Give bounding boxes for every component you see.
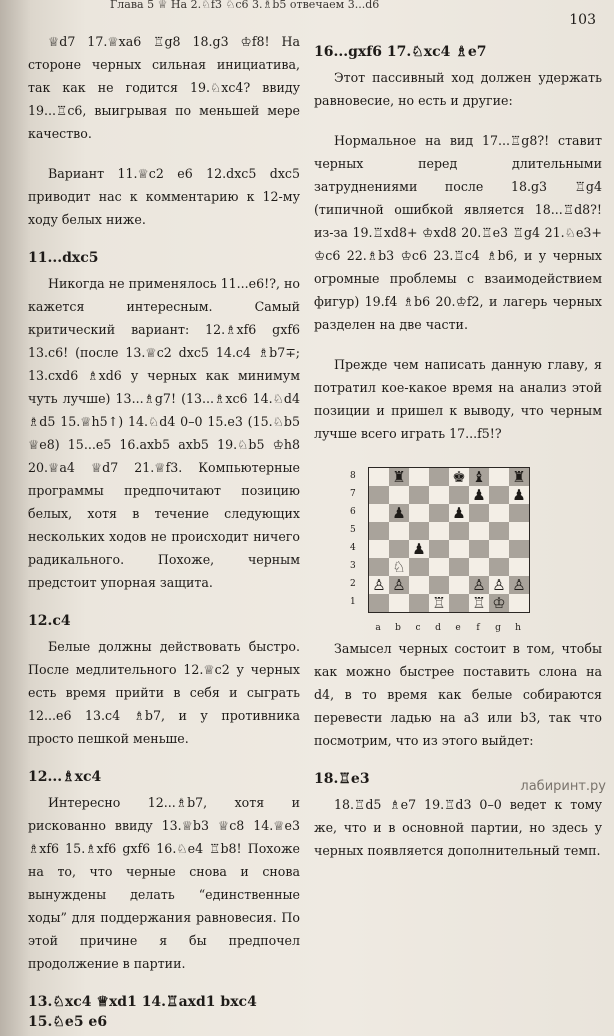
watermark-stamp: лабиринт.ру (520, 779, 606, 794)
paragraph-gap (28, 975, 300, 992)
rank-label: 2 (350, 579, 356, 589)
file-label: c (415, 623, 421, 633)
board-square (409, 468, 429, 486)
paragraph: Этот пассивный ход должен удержать равновесие, но есть и другие: (314, 70, 602, 108)
chess-piece-icon: ♟ (452, 503, 466, 522)
chess-board (368, 467, 530, 613)
board-square (369, 540, 389, 558)
running-head: Глава 5 ♕ На 2.♘f3 ♘c6 3.♗b5 отвечаем 3...d6 (110, 0, 380, 10)
board-square (469, 486, 489, 504)
board-square (369, 558, 389, 576)
board-square (509, 522, 529, 540)
board-square (449, 558, 469, 576)
board-square (509, 486, 529, 504)
chess-piece-icon: ♟ (412, 539, 426, 558)
move-heading: 12.c4 (28, 613, 71, 629)
board-square (409, 558, 429, 576)
file-labels (368, 617, 528, 640)
board-square (489, 558, 509, 576)
move-heading: 18.♖e3 (314, 771, 370, 787)
board-square (429, 576, 449, 594)
board-square (369, 576, 389, 594)
chess-piece-icon: ♙ (392, 575, 406, 594)
right-column (314, 42, 602, 862)
rank-label: 3 (350, 561, 356, 571)
board-square (449, 576, 469, 594)
board-square (389, 486, 409, 504)
paragraph: Вариант 11.♕c2 e6 12.dxc5 dxc5 приводит нас к комментарию к 12-му ходу белых ниже. (28, 166, 300, 227)
chess-diagram (350, 467, 550, 637)
board-square (469, 594, 489, 612)
paragraph: Интересно 12...♗b7, хотя и рискованно ввиду 13.♕b3 ♕c8 14.♕e3 ♗xf6 15.♗xf6 gxf6 16.♘e4 ♖b8! Похоже на то, что черные снова и снова вынуждены делать “единственные ходы” для поддержания равновесия. По этой причине я бы предпочел продолжение в партии. (28, 795, 300, 971)
paragraph: Нормальное на вид 17...♖g8?! ставит черных перед длительными затруднениями после 18.g3 ♖g4 (типичной ошибкой является 18...♖d8?! из-за 19.♖xd8+ ♔xd8 20.♖e3 ♖g4 21.♘e3+ ♔c6 22.♗b3 ♔c6 23.♖c4 ♗b6, и у черных огромные проблемы с взаимодействием фигур) 19.f4 ♗b6 20.♔f2, и лагерь черных разделен на две части. (314, 133, 602, 332)
left-column (28, 30, 300, 1036)
board-square (509, 558, 529, 576)
board-square (389, 558, 409, 576)
board-square (489, 540, 509, 558)
board-square (449, 504, 469, 522)
board-square (489, 486, 509, 504)
board-square (429, 504, 449, 522)
paragraph-gap (28, 594, 300, 611)
rank-label: 5 (350, 525, 356, 535)
chess-piece-icon: ♝ (472, 467, 486, 486)
board-square (489, 468, 509, 486)
board-square (469, 504, 489, 522)
board-square (449, 522, 469, 540)
paragraph-gap (28, 145, 300, 162)
board-square (489, 504, 509, 522)
board-square (509, 540, 529, 558)
chess-piece-icon: ♚ (452, 467, 466, 486)
chess-piece-icon: ♜ (512, 467, 526, 486)
board-square (409, 522, 429, 540)
board-square (369, 486, 389, 504)
board-square (409, 576, 429, 594)
chess-piece-icon: ♘ (392, 557, 406, 576)
board-square (409, 540, 429, 558)
rank-label: 7 (350, 489, 356, 499)
rank-label: 4 (350, 543, 356, 553)
board-square (389, 522, 409, 540)
paragraph: Прежде чем написать данную главу, я потратил кое-какое время на анализ этой позиции и пришел к выводу, что черным лучше всего играть 17...f5!? (314, 357, 602, 441)
move-heading: 11...dxc5 (28, 250, 99, 266)
board-square (469, 576, 489, 594)
board-square (509, 504, 529, 522)
board-square (429, 486, 449, 504)
board-square (409, 504, 429, 522)
board-square (429, 540, 449, 558)
board-square (389, 468, 409, 486)
file-label: d (435, 623, 441, 633)
board-square (429, 594, 449, 612)
board-square (469, 522, 489, 540)
board-square (469, 468, 489, 486)
chess-piece-icon: ♙ (472, 575, 486, 594)
board-square (469, 558, 489, 576)
file-label: a (375, 623, 381, 633)
paragraph: ♕d7 17.♕xa6 ♖g8 18.g3 ♔f8! На стороне черных сильная инициатива, так как не годится 19.♘xc4? ввиду 19...♖c6, выигрывая по меньшей мере качество. (28, 34, 300, 141)
paragraph-gap (28, 231, 300, 248)
right-column-top (314, 42, 602, 445)
paragraph-gap (314, 752, 602, 769)
move-heading: 13.♘xc4 ♕xd1 14.♖axd1 bxc4 15.♘e5 e6 (28, 994, 257, 1030)
chess-piece-icon: ♙ (372, 575, 386, 594)
board-square (489, 576, 509, 594)
chess-piece-icon: ♔ (492, 593, 506, 612)
chess-piece-icon: ♟ (472, 485, 486, 504)
paragraph: Белые должны действовать быстро. После медлительного 12.♕c2 у черных есть время прийти в себя и сыграть 12...e6 13.c4 ♗b7, и у противника просто пешкой меньше. (28, 639, 300, 746)
board-square (449, 468, 469, 486)
board-square (369, 594, 389, 612)
board-square (389, 576, 409, 594)
file-label: g (495, 623, 501, 633)
board-square (449, 486, 469, 504)
board-square (409, 594, 429, 612)
rank-labels (350, 467, 364, 611)
paragraph-gap (28, 750, 300, 767)
board-square (389, 504, 409, 522)
file-label: f (476, 623, 480, 633)
paragraph: 18.♖d5 ♗e7 19.♖d3 0–0 ведет к тому же, что и в основной партии, но здесь у черных появляется дополнительный темп. (314, 797, 602, 858)
board-square (369, 468, 389, 486)
chess-piece-icon: ♖ (472, 593, 486, 612)
rank-label: 6 (350, 507, 356, 517)
file-label: e (455, 623, 461, 633)
board-square (429, 522, 449, 540)
board-square (429, 558, 449, 576)
board-square (389, 594, 409, 612)
board-square (469, 540, 489, 558)
board-square (509, 594, 529, 612)
file-label: b (395, 623, 401, 633)
board-square (409, 486, 429, 504)
chess-piece-icon: ♜ (392, 467, 406, 486)
chess-piece-icon: ♖ (432, 593, 446, 612)
move-heading: 16...gxf6 17.♘xc4 ♗e7 (314, 44, 487, 60)
paragraph-gap (314, 336, 602, 353)
board-square (489, 522, 509, 540)
rank-label: 1 (350, 597, 356, 607)
file-label: h (515, 623, 521, 633)
chess-piece-icon: ♙ (512, 575, 526, 594)
board-square (369, 522, 389, 540)
paragraph: Замысел черных состоит в том, чтобы как можно быстрее поставить слона на d4, в то время как белые собираются перевести ладью на a3 или b3, так что посмотрим, что из этого выйдет: (314, 641, 602, 748)
rank-label: 8 (350, 471, 356, 481)
chess-piece-icon: ♙ (492, 575, 506, 594)
board-square (389, 540, 409, 558)
paragraph: Никогда не применялось 11...e6!?, но кажется интересным. Самый критический вариант: 12.♗xf6 gxf6 13.c6! (после 13.♕c2 dxc5 14.c4 ♗b7∓; 13.cxd6 ♗xd6 у черных как минимум чуть лучше) 13...♗g7! (13...♗xc6 14.♘d4 ♗d5 15.♕h5↑) 14.♘d4 0–0 15.e3 (15.♘b5 ♕e8) 15...e5 16.axb5 axb5 19.♘b5 ♔h8 20.♕a4 ♕d7 21.♕f3. Компьютерные программы предпочитают позицию белых, хотя в течение следующих нескольких ходов не происходит ничего радикального. Похоже, черным предстоит упорная защита. (28, 276, 300, 590)
board-square (489, 594, 509, 612)
board-square (449, 540, 469, 558)
paragraph-gap (314, 112, 602, 129)
page-number: 103 (569, 12, 596, 28)
move-heading: 12...♗xc4 (28, 769, 102, 785)
right-column-bottom (314, 637, 602, 862)
chess-piece-icon: ♟ (512, 485, 526, 504)
board-square (509, 468, 529, 486)
chess-piece-icon: ♟ (392, 503, 406, 522)
board-square (449, 594, 469, 612)
board-square (509, 576, 529, 594)
board-square (369, 504, 389, 522)
board-square (429, 468, 449, 486)
